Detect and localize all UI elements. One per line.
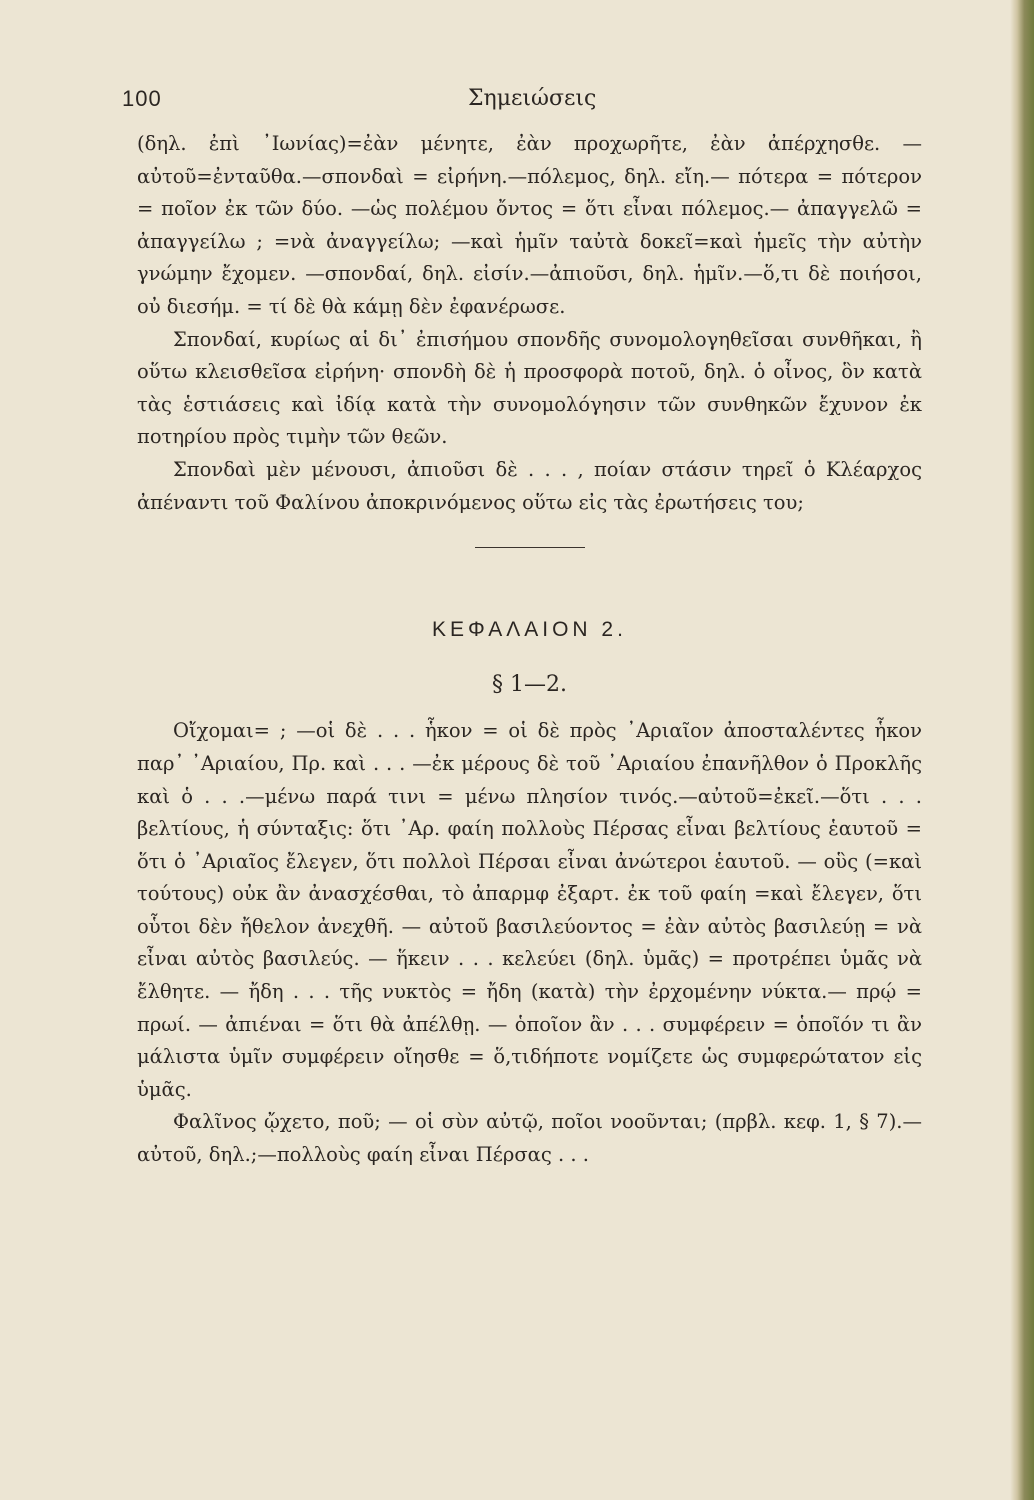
- note-paragraph: (δηλ. ἐπὶ ᾿Ιωνίας)=ἐὰν μένητε, ἐὰν προχωρῆτε, ἐὰν ἀπέρχησθε. —αὐτοῦ=ἐνταῦθα.—σπονδαὶ = εἰρήνη.—πόλεμος, δηλ. εἴη.— πότερα = πότερον = ποῖον ἐκ τῶν δύο. —ὡς πολέμου ὄντος = ὅτι εἶναι πόλεμος.— ἀπαγγελῶ = ἀπαγγείλω ; =νὰ ἀναγγείλω; —καὶ ἡμῖν ταὐτὰ δοκεῖ=καὶ ἡμεῖς τὴν αὐτὴν γνώμην ἔχομεν. —σπονδαί, δηλ. εἰσίν.—ἀπιοῦσι, δηλ. ἡμῖν.—ὅ,τι δὲ ποιήσοι, οὐ διεσήμ. = τί δὲ θὰ κάμῃ δὲν ἐφανέρωσε.: [137, 132, 922, 318]
- note-paragraph: Σπονδαὶ μὲν μένουσι, ἀπιοῦσι δὲ . . . , ποίαν στάσιν τηρεῖ ὁ Κλέαρχος ἀπέναντι τοῦ Φαλίνου ἀποκρινόμενος οὕτω εἰς τὰς ἐρωτήσεις του;: [137, 457, 922, 514]
- page-content: [137, 128, 922, 1172]
- running-head: Σημειώσεις: [468, 86, 597, 111]
- separator-rule: [475, 547, 585, 548]
- section-heading: § 1—2.: [492, 671, 567, 697]
- note-paragraph: Οἴχομαι= ; —οἱ δὲ . . . ἧκον = οἱ δὲ πρὸς ᾿Αριαῖον ἀποσταλέντες ἧκον παρ᾿ ᾿Αριαίου, Πρ. καὶ . . . —ἐκ μέρους δὲ τοῦ ᾿Αριαίου ἐπανῆλθον ὁ Προκλῆς καὶ ὁ . . .—μένω παρά τινι = μένω πλησίον τινός.—αὐτοῦ=ἐκεῖ.—ὅτι . . . βελτίους, ἡ σύνταξις: ὅτι ᾿Αρ. φαίη πολλοὺς Πέρσας εἶναι βελτίους ἑαυτοῦ = ὅτι ὁ ᾿Αριαῖος ἔλεγεν, ὅτι πολλοὶ Πέρσαι εἶναι ἀνώτεροι ἑαυτοῦ. — οὓς (=καὶ τούτους) οὐκ ἂν ἀνασχέσθαι, τὸ ἀπαρμφ ἐξαρτ. ἐκ τοῦ φαίη =καὶ ἔλεγεν, ὅτι οὗτοι δὲν ἤθελον ἀνεχθῆ. — αὐτοῦ βασιλεύοντος = ἐὰν αὐτὸς βασιλεύῃ = νὰ εἶναι αὐτὸς βασιλεύς. — ἥκειν . . . κελεύει (δηλ. ὑμᾶς) = προτρέπει ὑμᾶς νὰ ἔλθητε. — ἤδη . . . τῆς νυκτὸς = ἤδη (κατὰ) τὴν ἐρχομένην νύκτα.— πρῴ = πρωί. — ἀπιέναι = ὅτι θὰ ἀπέλθῃ. — ὁποῖον ἂν . . . συμφέρειν = ὁποῖόν τι ἂν μάλιστα ὑμῖν συμφέρειν οἴησθε = ὅ,τιδήποτε νομίζετε ὡς συμφερώτατον εἰς ὑμᾶς.: [137, 719, 922, 1101]
- chapter-heading: ΚΕΦΑΛΑΙΟΝ 2.: [432, 618, 627, 642]
- page-header: [122, 86, 922, 116]
- note-paragraph: Σπονδαί, κυρίως αἱ δι᾿ ἐπισήμου σπονδῆς συνομολογηθεῖσαι συνθῆκαι, ἢ οὕτω κλεισθεῖσα εἰρήνη· σπονδὴ δὲ ἡ προσφορὰ ποτοῦ, δηλ. ὁ οἶνος, ὃν κατὰ τὰς ἑστιάσεις καὶ ἰδίᾳ κατὰ τὴν συνομολόγησιν τῶν συνθηκῶν ἔχυνον ἐκ ποτηρίου πρὸς τιμὴν τῶν θεῶν.: [137, 327, 922, 449]
- section-notes: [137, 715, 922, 1171]
- note-paragraph: Φαλῖνος ᾤχετο, ποῦ; — οἱ σὺν αὐτῷ, ποῖοι νοοῦνται; (πρβλ. κεφ. 1, § 7).—αὐτοῦ, δηλ.;—πολλοὺς φαίη εἶναι Πέρσας . . .: [137, 1110, 922, 1167]
- page-number: 100: [122, 86, 162, 111]
- page-edge: [1010, 0, 1034, 1500]
